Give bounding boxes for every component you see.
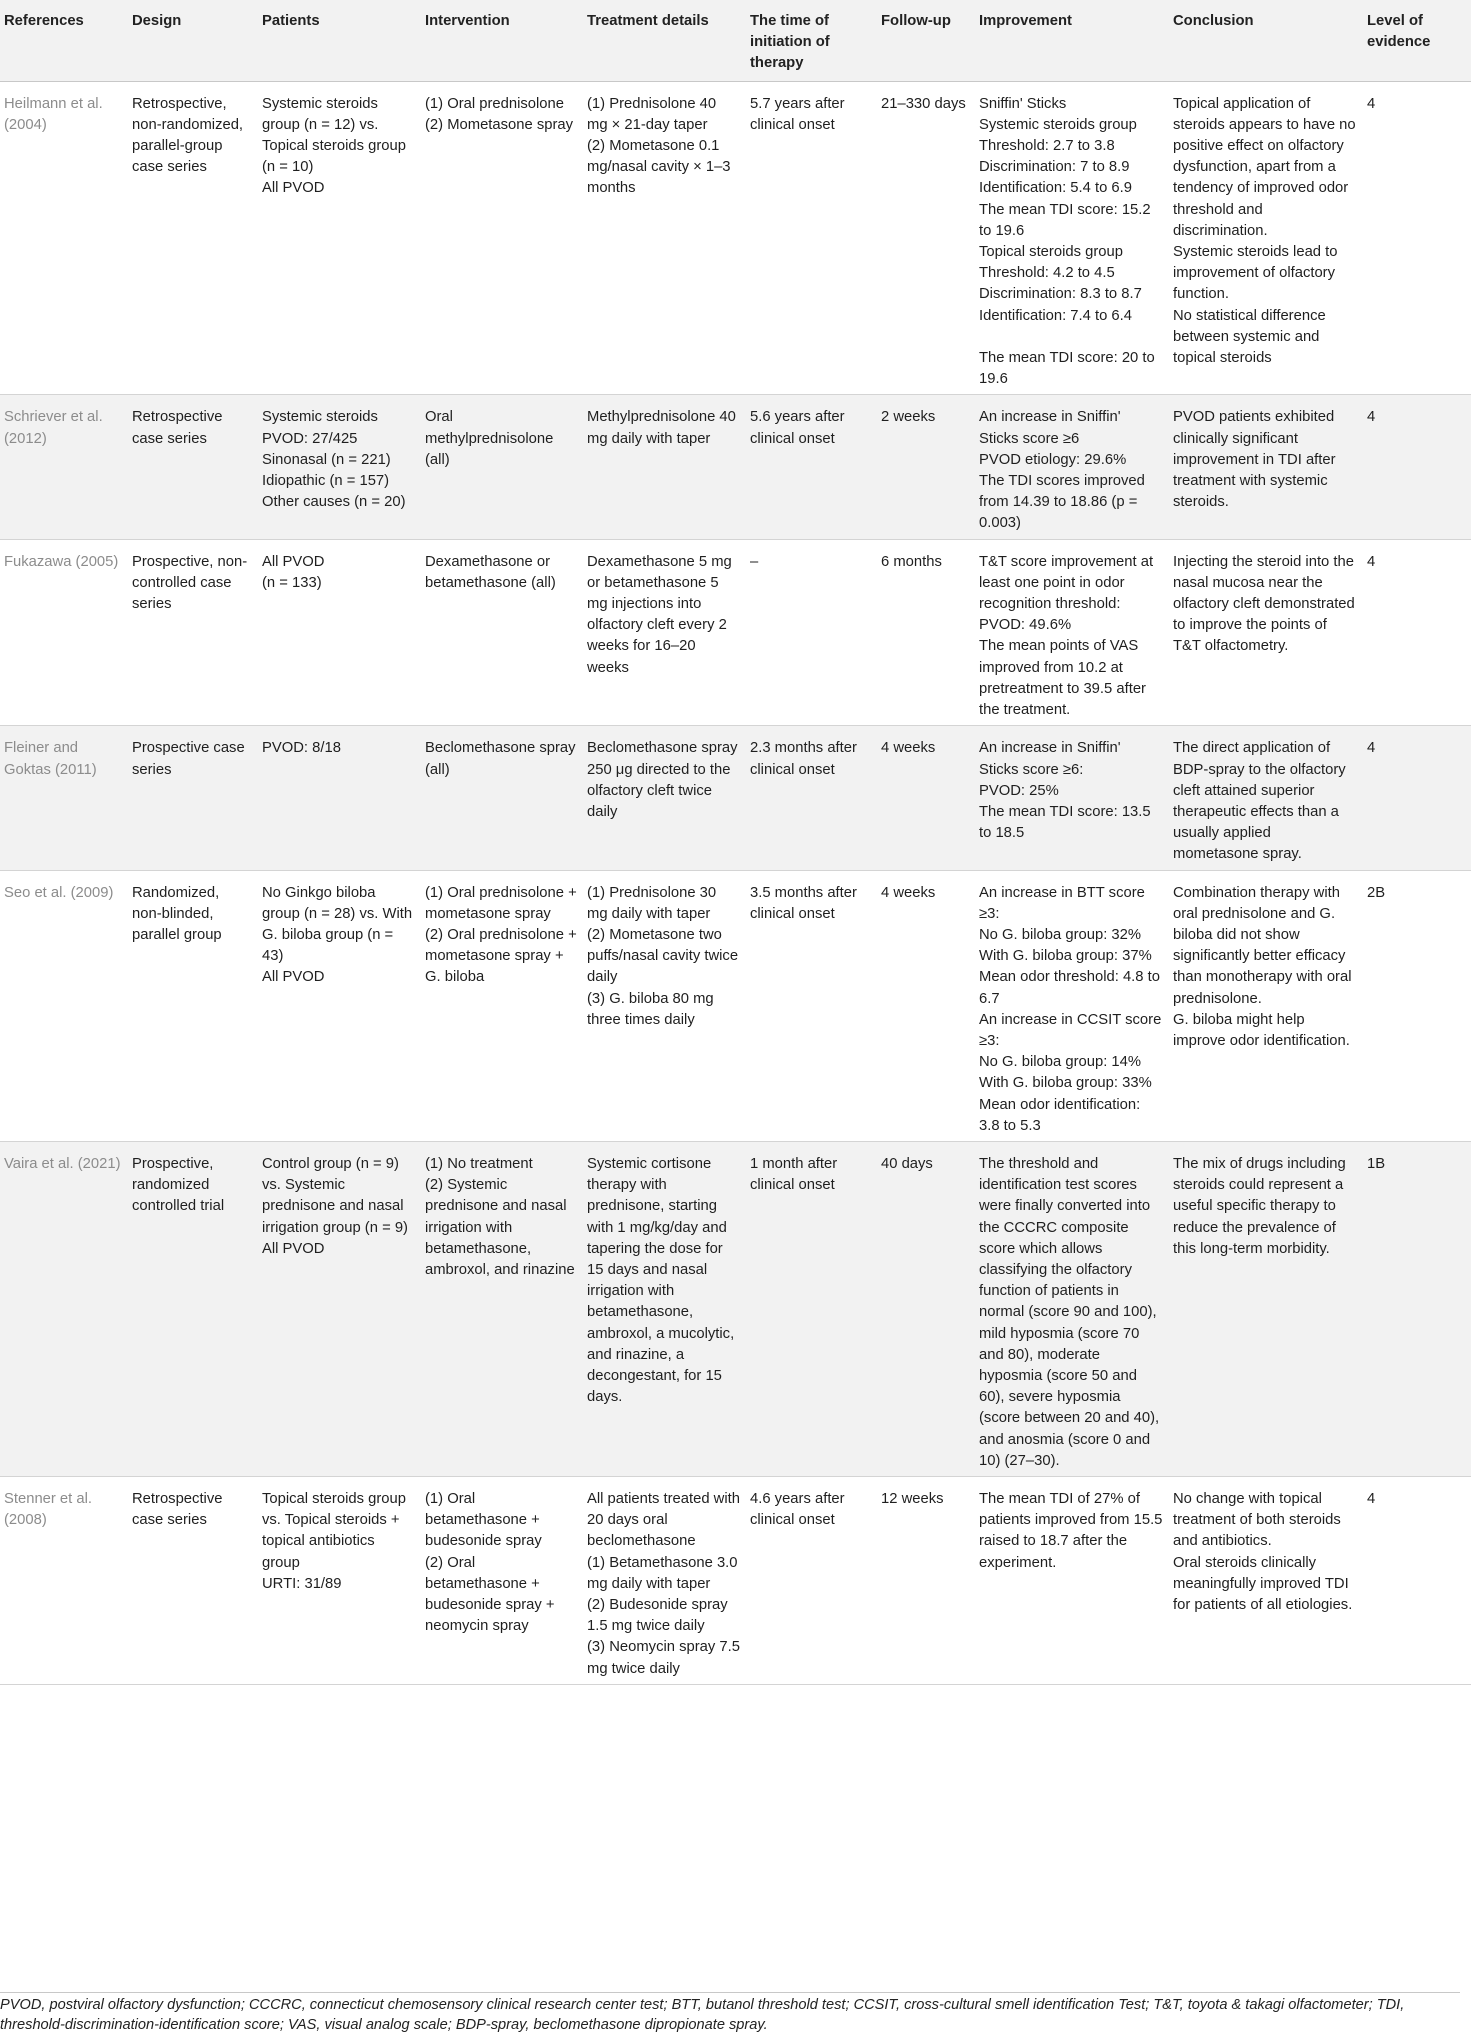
header-design: Design — [128, 0, 258, 81]
cell-conclusion-line: Topical application of steroids appears to have no positive effect on olfactory dysfunction, apart from a tendency of improved odor threshold and discrimination. — [1173, 95, 1356, 239]
cell-intervention-line: (2) Oral betamethasone + budesonide spray + neomycin spray — [425, 1554, 555, 1635]
cell-intervention — [421, 870, 583, 1141]
cell-improvement-line: Mean odor identification: 3.8 to 5.3 — [979, 1096, 1141, 1134]
cell-level-of-evidence: 4 — [1363, 1477, 1471, 1685]
cell-intervention-line: (1) Oral prednisolone + mometasone spray — [425, 884, 577, 922]
cell-design: Retrospective case series — [128, 395, 258, 539]
cell-treatment-details-line: Dexamethasone 5 mg or betamethasone 5 mg injections into olfactory cleft every 2 weeks for 16–20 weeks — [587, 553, 732, 676]
cell-intervention — [421, 81, 583, 395]
cell-conclusion — [1169, 1477, 1363, 1685]
cell-treatment-details-line: Beclomethasone spray 250 μg directed to the olfactory cleft twice daily — [587, 740, 738, 820]
header-improvement: Improvement — [975, 0, 1169, 81]
cell-treatment-details-line: Systemic cortisone therapy with prednisone, starting with 1 mg/kg/day and tapering the dose for 15 days and nasal irrigation with betamethasone, ambroxol, a mucolytic, and rinazine, a decongestant, for 15 days. — [587, 1155, 735, 1406]
cell-level-of-evidence: 4 — [1363, 81, 1471, 395]
header-row — [0, 0, 1471, 81]
cell-conclusion-line: The direct application of BDP-spray to the olfactory cleft attained superior therapeutic effects than a usually applied mometasone spray. — [1173, 740, 1346, 863]
cell-treatment-details-line: (2) Budesonide spray 1.5 mg twice daily — [587, 1597, 728, 1635]
cell-treatment-details-line: (1) Prednisolone 30 mg daily with taper — [587, 884, 717, 922]
cell-follow-up: 4 weeks — [877, 870, 975, 1141]
table-body — [0, 81, 1471, 1684]
cell-design: Retrospective, non-randomized, parallel-group case series — [128, 81, 258, 395]
cell-improvement-line: The mean TDI score: 13.5 to 18.5 — [979, 803, 1151, 842]
cell-reference: Vaira et al. (2021) — [0, 1141, 128, 1476]
cell-improvement-line: The mean TDI score: 15.2 to 19.6 — [979, 201, 1151, 239]
table-row — [0, 539, 1471, 726]
cell-follow-up: 12 weeks — [877, 1477, 975, 1685]
cell-patients-line: (n = 133) — [262, 574, 322, 591]
cell-reference: Fukazawa (2005) — [0, 539, 128, 726]
cell-treatment-details-line: (1) Betamethasone 3.0 mg daily with taper — [587, 1554, 738, 1592]
cell-patients-line: All PVOD — [262, 1240, 325, 1257]
cell-initiation-time: – — [746, 539, 877, 726]
cell-design: Prospective case series — [128, 726, 258, 870]
cell-reference: Schriever et al. (2012) — [0, 395, 128, 539]
cell-follow-up: 40 days — [877, 1141, 975, 1476]
cell-intervention-line: Dexamethasone or betamethasone (all) — [425, 553, 556, 591]
cell-patients-line: Other causes (n = 20) — [262, 494, 406, 511]
cell-intervention-line: (1) Oral prednisolone — [425, 95, 564, 112]
cell-reference: Heilmann et al. (2004) — [0, 81, 128, 395]
cell-treatment-details — [583, 539, 746, 726]
cell-follow-up: 4 weeks — [877, 726, 975, 870]
cell-treatment-details-line: (3) G. biloba 80 mg three times daily — [587, 990, 714, 1028]
cell-improvement-line: Discrimination: 7 to 8.9 — [979, 159, 1130, 176]
cell-conclusion — [1169, 870, 1363, 1141]
cell-patients — [258, 81, 421, 395]
cell-improvement-line: No G. biloba group: 14% — [979, 1054, 1142, 1071]
header-references: References — [0, 0, 128, 81]
cell-initiation-time: 1 month after clinical onset — [746, 1141, 877, 1476]
cell-follow-up: 21–330 days — [877, 81, 975, 395]
cell-level-of-evidence: 2B — [1363, 870, 1471, 1141]
cell-improvement-line: An increase in BTT score ≥3: — [979, 884, 1145, 922]
cell-design: Prospective, randomized controlled trial — [128, 1141, 258, 1476]
cell-patients-line: URTI: 31/89 — [262, 1575, 342, 1592]
cell-intervention-line: (1) Oral betamethasone + budesonide spray — [425, 1491, 542, 1550]
cell-improvement-line: Identification: 5.4 to 6.9 — [979, 180, 1133, 197]
cell-intervention-line: (2) Oral prednisolone + mometasone spray + G. biloba — [425, 926, 577, 986]
cell-improvement-line: An increase in Sniffin' Sticks score ≥6: — [979, 740, 1121, 778]
cell-initiation-time: 3.5 months after clinical onset — [746, 870, 877, 1141]
cell-patients-line: All PVOD — [262, 180, 325, 197]
cell-improvement — [975, 539, 1169, 726]
cell-initiation-time: 2.3 months after clinical onset — [746, 726, 877, 870]
cell-improvement — [975, 395, 1169, 539]
cell-treatment-details — [583, 81, 746, 395]
table-row — [0, 395, 1471, 539]
header-patients: Patients — [258, 0, 421, 81]
cell-improvement — [975, 726, 1169, 870]
cell-patients — [258, 870, 421, 1141]
cell-treatment-details — [583, 726, 746, 870]
cell-improvement-line: T&T score improvement at least one point in odor recognition threshold: PVOD: 49.6% — [979, 553, 1154, 634]
cell-intervention-line: (1) No treatment — [425, 1155, 533, 1172]
cell-reference: Fleiner and Goktas (2011) — [0, 726, 128, 870]
cell-level-of-evidence: 4 — [1363, 726, 1471, 870]
cell-initiation-time: 5.6 years after clinical onset — [746, 395, 877, 539]
header-follow-up: Follow-up — [877, 0, 975, 81]
cell-improvement-line: The threshold and identification test scores were finally converted into the CCCRC composite score which allows classifying the olfactory function of patients in normal (score 90 and 100), mild hyposmia (score 70 and 80), moderate hyposmia (score 50 and 60), severe hyposmia (score between 20 and 40), and anosmia (score 0 and 10) (27–30). — [979, 1155, 1160, 1469]
cell-improvement-line: Threshold: 2.7 to 3.8 — [979, 138, 1115, 155]
cell-improvement-line: With G. biloba group: 33% — [979, 1075, 1152, 1092]
cell-treatment-details — [583, 1141, 746, 1476]
cell-treatment-details-line: Methylprednisolone 40 mg daily with taper — [587, 409, 736, 447]
cell-patients-line: PVOD: 27/425 — [262, 430, 358, 447]
cell-patients-line: All PVOD — [262, 553, 325, 570]
table-row — [0, 726, 1471, 870]
cell-intervention-line: (2) Systemic prednisone and nasal irrigation with betamethasone, ambroxol, and rinazine — [425, 1177, 575, 1278]
header-level-of-evidence: Level of evidence — [1363, 0, 1471, 81]
cell-conclusion-line: Oral steroids clinically meaningfully improved TDI for patients of all etiologies. — [1173, 1554, 1353, 1614]
cell-conclusion-line: Combination therapy with oral prednisolone and G. biloba did not show significantly better efficacy than monotherapy with oral prednisolone. — [1173, 884, 1352, 1007]
cell-patients-line: Topical steroids group vs. Topical steroids + topical antibiotics group — [262, 1491, 406, 1571]
cell-improvement-line: An increase in CCSIT score ≥3: — [979, 1011, 1162, 1049]
cell-treatment-details-line: (1) Prednisolone 40 mg × 21-day taper — [587, 95, 717, 133]
cell-conclusion — [1169, 539, 1363, 726]
cell-patients-line: All PVOD — [262, 969, 325, 986]
cell-improvement-line: The mean points of VAS improved from 10.2 at pretreatment to 39.5 after the treatment. — [979, 638, 1146, 719]
cell-design: Retrospective case series — [128, 1477, 258, 1685]
cell-improvement-line: Mean odor threshold: 4.8 to 6.7 — [979, 969, 1160, 1007]
table-footnote: PVOD, postviral olfactory dysfunction; CCCRC, connecticut chemosensory clinical research center test; BTT, butanol threshold test; CCSIT, cross-cultural smell identification Test; T&T, toyota & takagi olfactometer; TDI, threshold-discrimination-identification score; VAS, visual analog scale; BDP-spray, beclomethasone dipropionate spray. — [0, 1992, 1460, 2035]
cell-patients — [258, 539, 421, 726]
cell-patients-line: PVOD: 8/18 — [262, 740, 341, 757]
cell-intervention — [421, 726, 583, 870]
cell-initiation-time: 4.6 years after clinical onset — [746, 1477, 877, 1685]
cell-improvement-line: Identification: 7.4 to 6.4 — [979, 307, 1133, 324]
cell-treatment-details — [583, 395, 746, 539]
cell-reference: Stenner et al. (2008) — [0, 1477, 128, 1685]
cell-improvement-line: An increase in Sniffin' Sticks score ≥6 — [979, 409, 1121, 447]
cell-improvement — [975, 81, 1169, 395]
cell-conclusion-line: No statistical difference between systemic and topical steroids — [1173, 307, 1326, 367]
cell-treatment-details-line: (2) Mometasone two puffs/nasal cavity twice daily — [587, 926, 739, 986]
cell-treatment-details-line: (2) Mometasone 0.1 mg/nasal cavity × 1–3 months — [587, 138, 731, 197]
cell-intervention — [421, 539, 583, 726]
cell-conclusion-line: Systemic steroids lead to improvement of olfactory function. — [1173, 244, 1338, 303]
cell-conclusion-line: No change with topical treatment of both steroids and antibiotics. — [1173, 1491, 1341, 1550]
cell-intervention — [421, 1477, 583, 1685]
cell-level-of-evidence: 4 — [1363, 539, 1471, 726]
cell-patients — [258, 395, 421, 539]
cell-improvement-line: The mean TDI score: 20 to 19.6 — [979, 350, 1155, 388]
cell-improvement-line: No G. biloba group: 32% — [979, 926, 1142, 943]
cell-intervention-line: Oral methylprednisolone (all) — [425, 409, 554, 468]
cell-initiation-time: 5.7 years after clinical onset — [746, 81, 877, 395]
cell-patients-line: Idiopathic (n = 157) — [262, 473, 390, 490]
cell-conclusion-line: PVOD patients exhibited clinically significant improvement in TDI after treatment with systemic steroids. — [1173, 409, 1336, 511]
cell-treatment-details — [583, 870, 746, 1141]
header-conclusion: Conclusion — [1169, 0, 1363, 81]
cell-improvement — [975, 1141, 1169, 1476]
cell-design: Randomized, non-blinded, parallel group — [128, 870, 258, 1141]
cell-conclusion — [1169, 1141, 1363, 1476]
cell-patients-line: Systemic steroids — [262, 409, 378, 426]
cell-design: Prospective, non-controlled case series — [128, 539, 258, 726]
cell-conclusion — [1169, 726, 1363, 870]
cell-conclusion-line: G. biloba might help improve odor identification. — [1173, 1011, 1350, 1049]
cell-follow-up: 6 months — [877, 539, 975, 726]
table-row — [0, 1141, 1471, 1476]
cell-intervention-line: (2) Mometasone spray — [425, 116, 574, 133]
cell-improvement — [975, 1477, 1169, 1685]
header-intervention: Intervention — [421, 0, 583, 81]
cell-patients — [258, 1141, 421, 1476]
cell-improvement-line: Sniffin' Sticks — [979, 95, 1067, 112]
cell-improvement-line: Topical steroids group — [979, 244, 1123, 261]
cell-improvement-line — [979, 327, 1163, 348]
cell-improvement-line: The mean TDI of 27% of patients improved from 15.5 raised to 18.7 after the experiment. — [979, 1491, 1163, 1571]
cell-treatment-details-line: (3) Neomycin spray 7.5 mg twice daily — [587, 1639, 740, 1677]
cell-improvement-line: Discrimination: 8.3 to 8.7 — [979, 286, 1142, 303]
cell-improvement-line: The TDI scores improved from 14.39 to 18.86 (p = 0.003) — [979, 473, 1145, 532]
cell-intervention — [421, 395, 583, 539]
cell-improvement-line: PVOD: 25% — [979, 782, 1059, 799]
cell-intervention — [421, 1141, 583, 1476]
cell-conclusion-line: The mix of drugs including steroids could represent a useful specific therapy to reduce the prevalence of this long-term morbidity. — [1173, 1155, 1346, 1257]
header-treatment-details: Treatment details — [583, 0, 746, 81]
cell-treatment-details — [583, 1477, 746, 1685]
table-row — [0, 870, 1471, 1141]
cell-reference: Seo et al. (2009) — [0, 870, 128, 1141]
cell-conclusion-line: Injecting the steroid into the nasal mucosa near the olfactory cleft demonstrated to improve the points of T&T olfactometry. — [1173, 553, 1355, 655]
cell-patients-line: Systemic steroids group (n = 12) vs. Topical steroids group (n = 10) — [262, 95, 406, 176]
cell-patients-line: No Ginkgo biloba group (n = 28) vs. With G. biloba group (n = 43) — [262, 884, 413, 965]
header-initiation-time: The time of initiation of therapy — [746, 0, 877, 81]
cell-improvement-line: With G. biloba group: 37% — [979, 948, 1152, 965]
table-header — [0, 0, 1471, 81]
cell-patients-line: Control group (n = 9) vs. Systemic prednisone and nasal irrigation group (n = 9) — [262, 1155, 408, 1236]
cell-level-of-evidence: 1B — [1363, 1141, 1471, 1476]
cell-improvement — [975, 870, 1169, 1141]
cell-improvement-line: Systemic steroids group — [979, 116, 1137, 133]
cell-conclusion — [1169, 81, 1363, 395]
cell-follow-up: 2 weeks — [877, 395, 975, 539]
cell-treatment-details-line: All patients treated with 20 days oral beclomethasone — [587, 1491, 740, 1550]
cell-patients-line: Sinonasal (n = 221) — [262, 451, 391, 468]
cell-conclusion — [1169, 395, 1363, 539]
table-row — [0, 1477, 1471, 1685]
cell-improvement-line: Threshold: 4.2 to 4.5 — [979, 265, 1115, 282]
cell-intervention-line: Beclomethasone spray (all) — [425, 740, 576, 778]
table-row — [0, 81, 1471, 395]
cell-patients — [258, 726, 421, 870]
cell-patients — [258, 1477, 421, 1685]
cell-improvement-line: PVOD etiology: 29.6% — [979, 451, 1127, 468]
cell-level-of-evidence: 4 — [1363, 395, 1471, 539]
